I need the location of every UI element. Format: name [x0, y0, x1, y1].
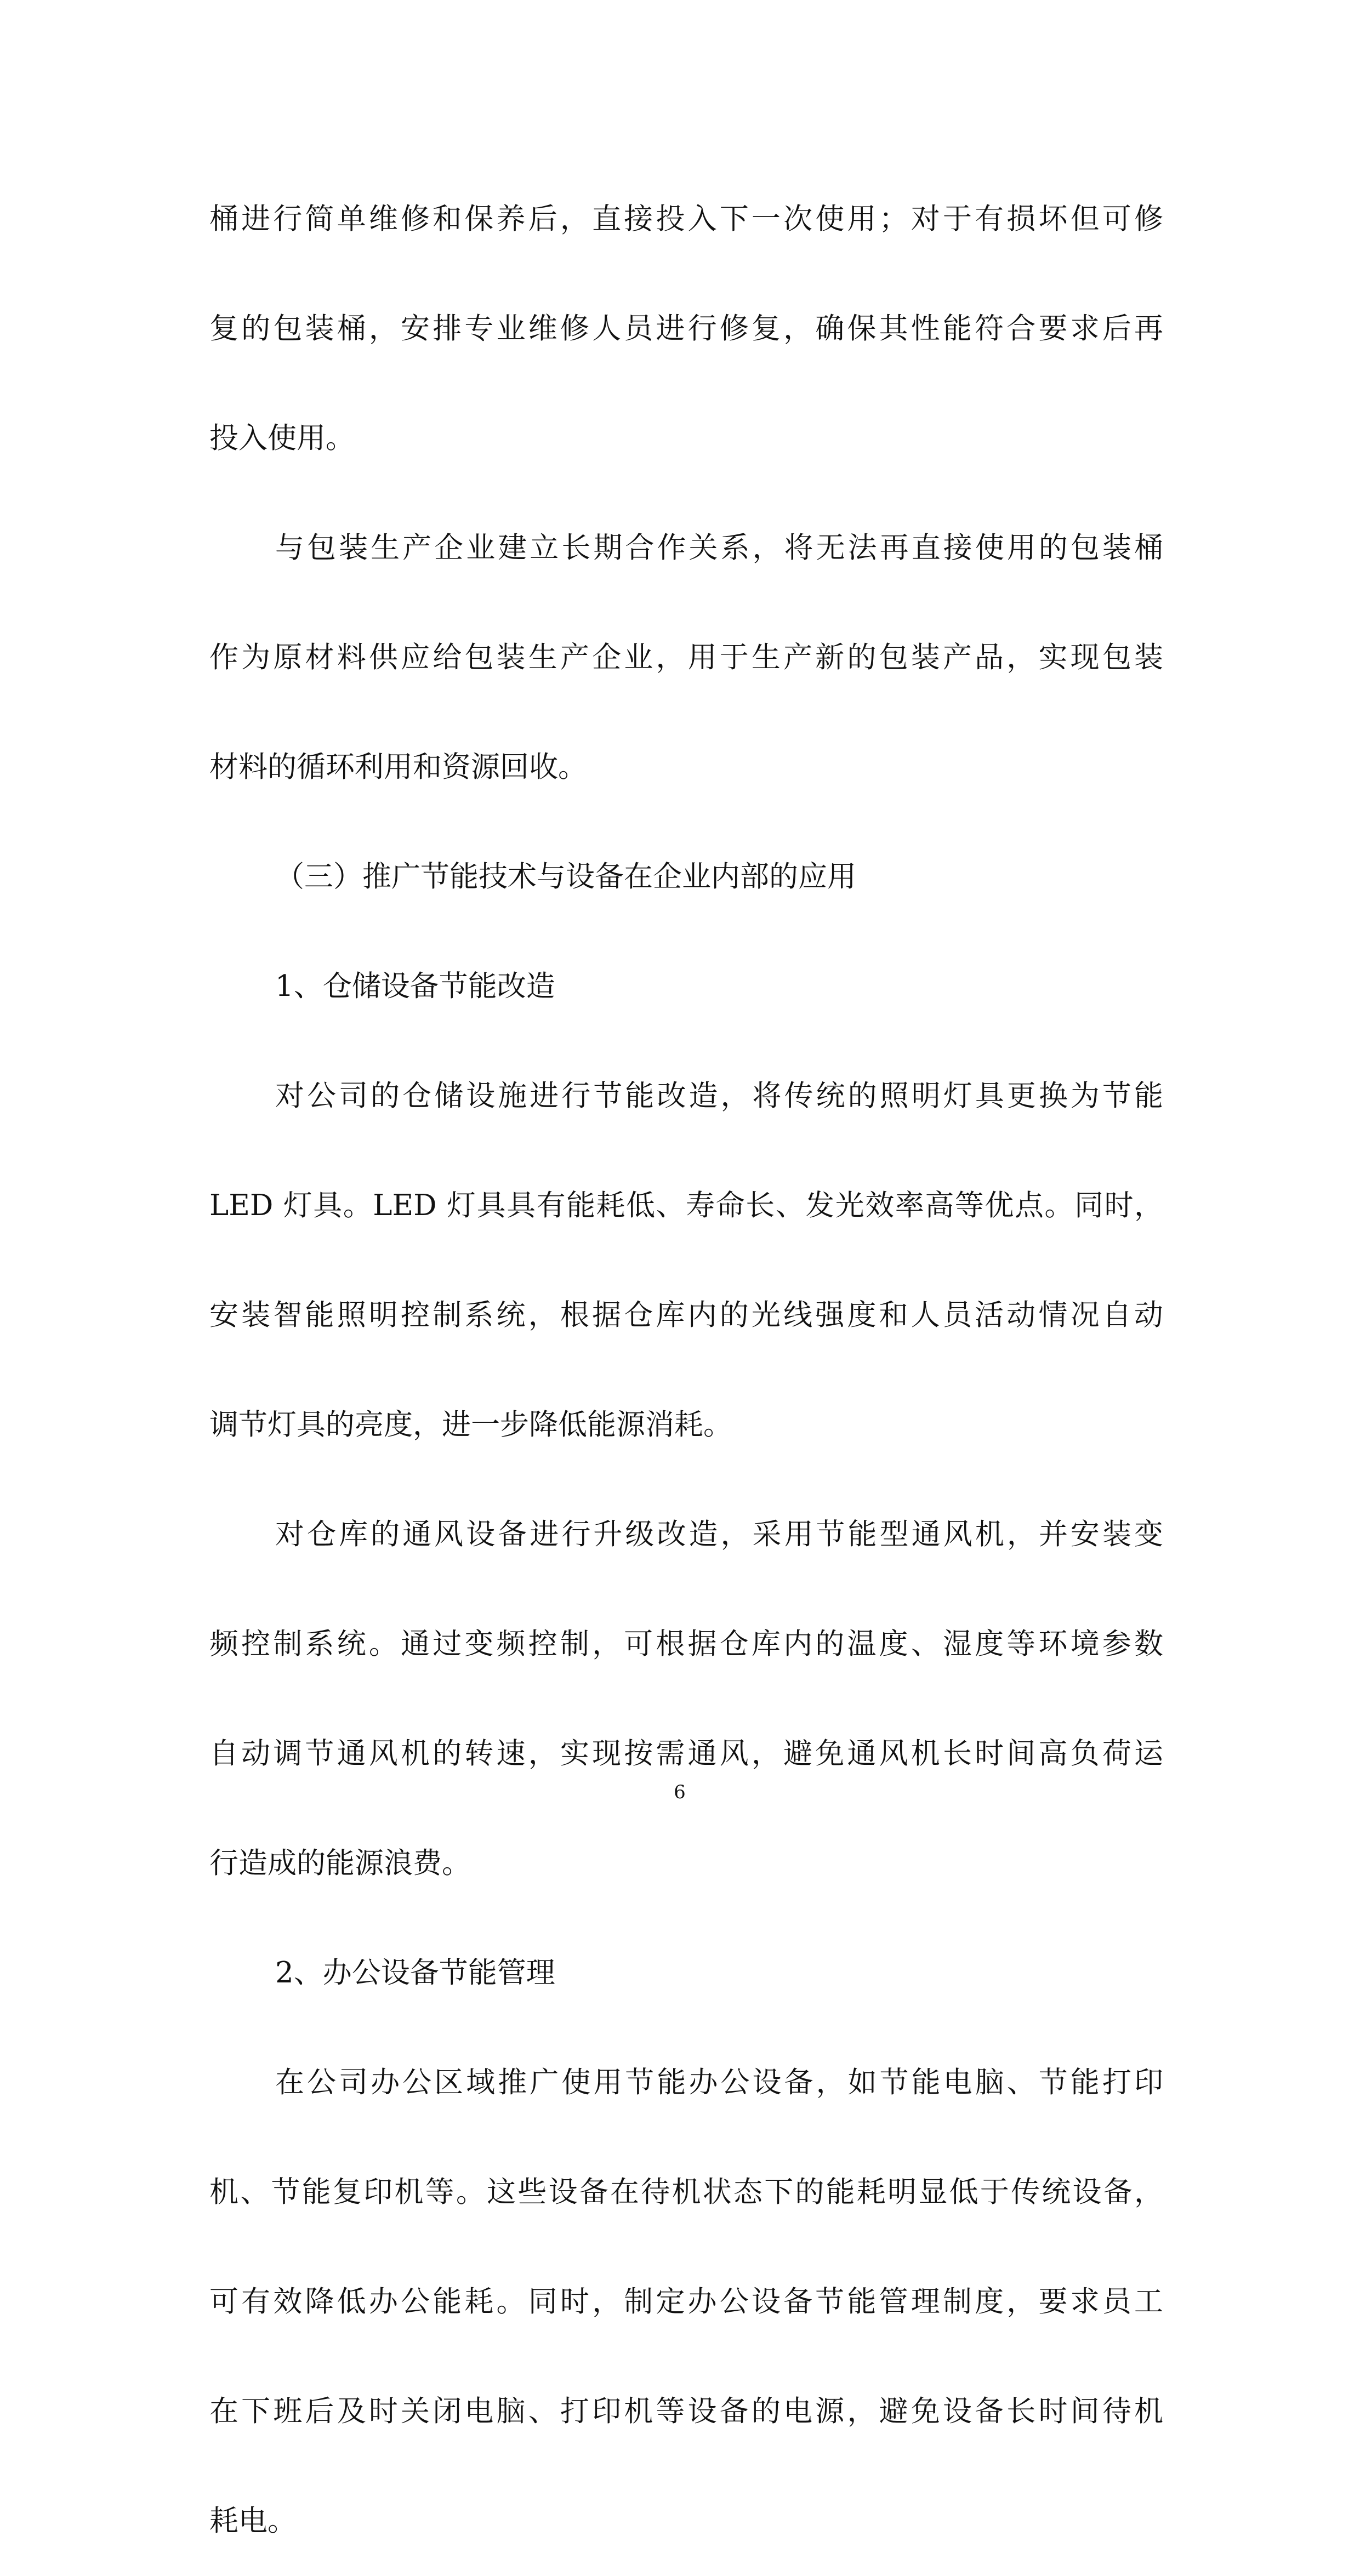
- text-line: 复的包装桶，安排专业维修人员进行修复，确保其性能符合要求后再: [209, 312, 1163, 345]
- text-line: 频控制系统。通过变频控制，可根据仓库内的温度、湿度等环境参数: [209, 1627, 1163, 1661]
- paragraph-4: [209, 1480, 1163, 1918]
- text-line: 在下班后及时关闭电脑、打印机等设备的电源，避免设备长时间待机: [209, 2395, 1163, 2428]
- document-body: [209, 164, 1163, 2576]
- text-line: 与包装生产企业建立长期合作关系，将无法再直接使用的包装桶: [275, 531, 1163, 565]
- text-line: 材料的循环利用和资源回收。: [209, 750, 587, 784]
- text-line: 自动调节通风机的转速，实现按需通风，避免通风机长时间高负荷运: [209, 1737, 1163, 1770]
- text-line: 机、节能复印机等。这些设备在待机状态下的能耗明显低于传统设备，: [209, 2175, 1163, 2209]
- text-line: 调节灯具的亮度，进一步降低能源消耗。: [209, 1408, 732, 1441]
- subsection-heading: 1、仓储设备节能改造: [275, 970, 555, 1003]
- text-line: 在公司办公区域推广使用节能办公设备，如节能电脑、节能打印: [275, 2066, 1163, 2099]
- paragraph-1: [209, 164, 1163, 493]
- text-line: 桶进行简单维修和保养后，直接投入下一次使用；对于有损坏但可修: [209, 202, 1163, 236]
- subsection-heading: 2、办公设备节能管理: [275, 1956, 555, 1990]
- text-line: 投入使用。: [209, 421, 355, 455]
- section-heading: （三）推广节能技术与设备在企业内部的应用: [275, 860, 856, 893]
- paragraph-3: [209, 1041, 1163, 1480]
- text-line: 对仓库的通风设备进行升级改造，采用节能型通风机，并安装变: [275, 1518, 1163, 1551]
- subheading-2: [209, 1918, 1163, 2028]
- text-line: 行造成的能源浪费。: [209, 1846, 471, 1880]
- text-line: 对公司的仓储设施进行节能改造，将传统的照明灯具更换为节能: [275, 1079, 1163, 1113]
- section-heading-3: [209, 822, 1163, 932]
- text-line: 耗电。: [209, 2504, 297, 2538]
- paragraph-2: [209, 493, 1163, 822]
- text-line: 可有效降低办公能耗。同时，制定办公设备节能管理制度，要求员工: [209, 2285, 1163, 2318]
- text-line: 安装智能照明控制系统，根据仓库内的光线强度和人员活动情况自动: [209, 1298, 1163, 1332]
- paragraph-5: [209, 2028, 1163, 2576]
- subheading-1: [209, 932, 1163, 1041]
- page-number: 6: [674, 1781, 686, 1803]
- text-line: 作为原材料供应给包装生产企业，用于生产新的包装产品，实现包装: [209, 641, 1163, 674]
- text-line: LED 灯具。LED 灯具具有能耗低、寿命长、发光效率高等优点。同时，: [209, 1189, 1163, 1222]
